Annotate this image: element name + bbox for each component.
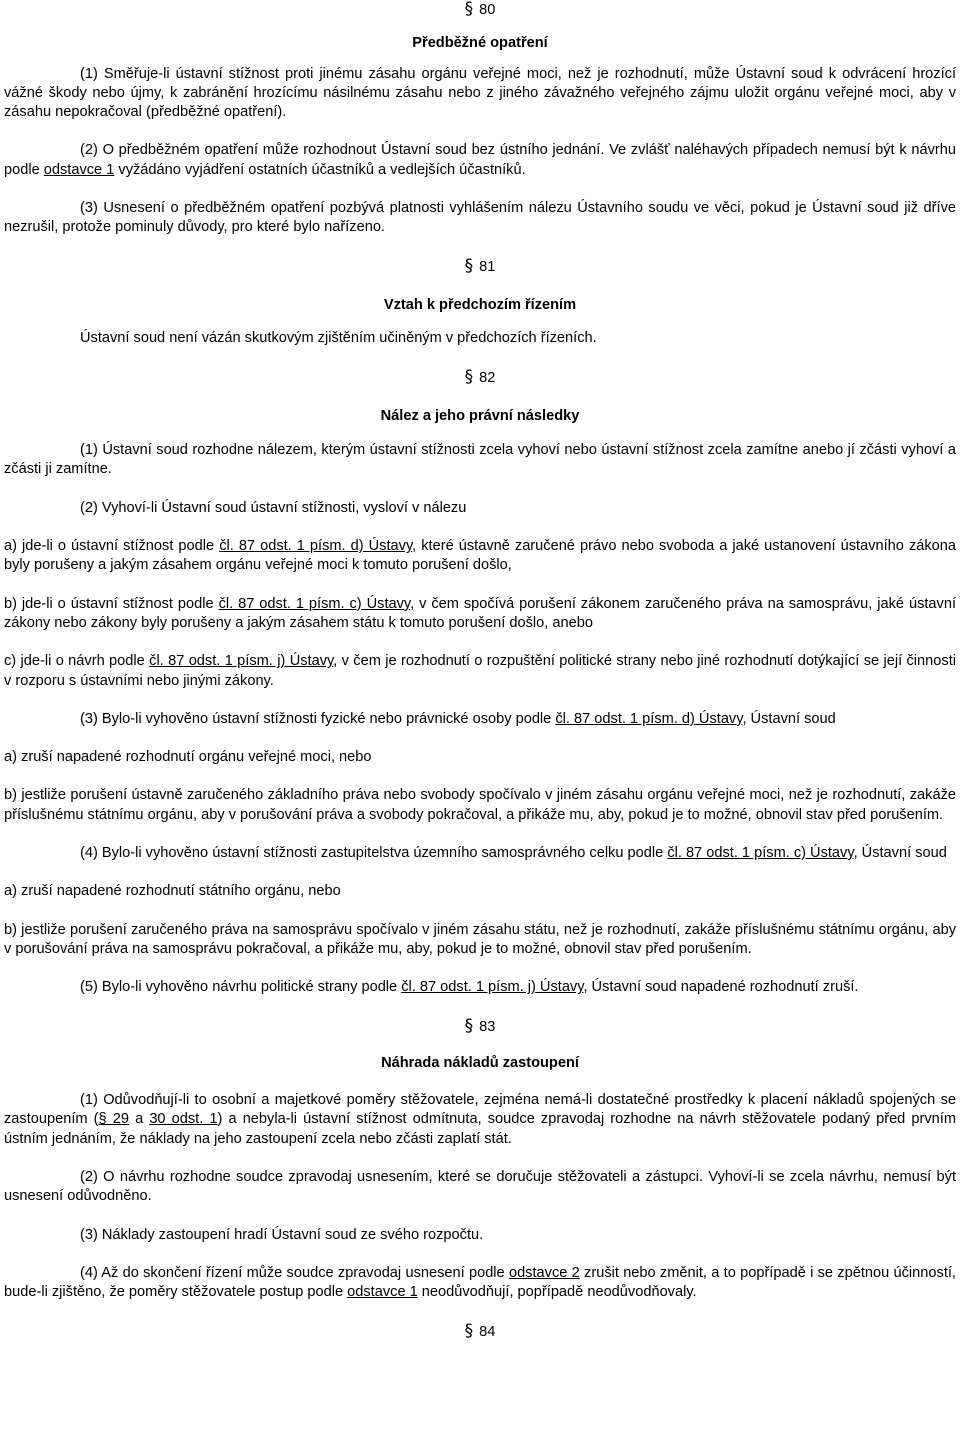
paragraph bbox=[4, 499, 956, 518]
section-number: 81 bbox=[479, 258, 496, 275]
paragraph-text: neodůvodňují, popřípadě neodůvodňovaly. bbox=[417, 1284, 697, 1301]
reference-link[interactable]: odstavce 1 bbox=[43, 161, 115, 178]
paragraph-text: , v čem spočívá porušení zákonem zaručeného práva na samosprávu, jaké ústavní zákony nebo zákony byly porušeny a jakým zásahem státu k tomuto porušení došlo, anebo bbox=[4, 595, 957, 631]
paragraph-text: b) jestliže porušení zaručeného práva na samosprávu spočívalo v jiném zásahu státu, než je rozhodnutí, zakáže příslušnému státnímu orgánu, aby v porušování práva na samosprávu pokračoval, a přikáže mu, aby, pokud je to možné, obnovil stav před porušením. bbox=[4, 921, 956, 957]
paragraph-text: (1) Odůvodňují-li to osobní a majetkové poměry stěžovatele, zejména nemá-li dostatečné prostředky k placení nákladů spojených se zastoupením ( bbox=[4, 1092, 956, 1128]
section-81 bbox=[4, 257, 956, 349]
reference-link[interactable]: čl. 87 odst. 1 písm. c) Ústavy bbox=[218, 595, 411, 612]
paragraph-sign-icon: § bbox=[464, 0, 474, 19]
paragraph-text: (1) Směřuje-li ústavní stížnost proti jinému zásahu orgánu veřejné moci, než je rozhodnutí, může Ústavní soud k odvrácení hrozící vážné škody nebo újmy, k zabránění hrozícímu násilnému zásahu nebo z jiného závažného veřejného zájmu uložit orgánu veřejné moci, aby v zásahu nepokračoval (předběžné opatření). bbox=[4, 65, 956, 121]
paragraph-text: a) jde-li o ústavní stížnost podle bbox=[4, 538, 220, 555]
section-title: Vztah k předchozím řízením bbox=[383, 296, 577, 313]
reference-link[interactable]: čl. 87 odst. 1 písm. d) Ústavy bbox=[555, 710, 743, 727]
paragraph-text: (3) Bylo-li vyhověno ústavní stížnosti fyzické nebo právnické osoby podle bbox=[80, 710, 556, 727]
section-title: Nález a jeho právní následky bbox=[380, 407, 580, 424]
paragraph-text: , v čem je rozhodnutí o rozpuštění politické strany nebo jiné rozhodnutí dotýkající se její činnosti v rozporu s ústavními nebo jinými zákony. bbox=[4, 653, 956, 689]
paragraph-sign-icon: § bbox=[464, 1321, 474, 1342]
section-number: 82 bbox=[479, 369, 496, 386]
section-83 bbox=[4, 1017, 956, 1303]
paragraph-text: a) zruší napadené rozhodnutí orgánu veřejné moci, nebo bbox=[4, 749, 372, 766]
section-heading bbox=[4, 1322, 956, 1342]
paragraph bbox=[4, 441, 956, 480]
paragraph-text: , Ústavní soud bbox=[853, 845, 947, 862]
law-document bbox=[4, 0, 956, 1343]
reference-link[interactable]: čl. 87 odst. 1 písm. c) Ústavy bbox=[667, 845, 854, 862]
paragraph bbox=[4, 1091, 956, 1149]
paragraph bbox=[4, 329, 956, 348]
section-number: 83 bbox=[479, 1018, 496, 1035]
section-heading bbox=[4, 257, 956, 277]
reference-link[interactable]: odstavce 2 bbox=[508, 1264, 580, 1281]
paragraph-text: zrušit nebo změnit, a to popřípadě i se zpětnou účinností, bude-li zjištěno, že poměry stěžovatele postup podle bbox=[4, 1264, 956, 1301]
paragraph-text: Ústavní soud není vázán skutkovým zjištěním učiněným v předchozích řízeních. bbox=[80, 330, 597, 347]
paragraph-text: (3) Usnesení o předběžném opatření pozbývá platnosti vyhlášením nálezu Ústavního soudu ve věci, pokud je Ústavní soud již dříve nezrušil, protože pominuly důvody, pro které bylo nařízeno. bbox=[4, 200, 956, 236]
paragraph-text: vyžádáno vyjádření ostatních účastníků a vedlejších účastníků. bbox=[114, 161, 526, 178]
section-heading bbox=[4, 0, 956, 20]
section-number: 84 bbox=[479, 1324, 496, 1341]
reference-link[interactable]: čl. 87 odst. 1 písm. j) Ústavy bbox=[149, 653, 334, 670]
paragraph bbox=[4, 141, 956, 180]
paragraph-text: (4) Bylo-li vyhověno ústavní stížnosti zastupitelstva územního samosprávného celku podle bbox=[80, 845, 668, 862]
paragraph bbox=[4, 652, 956, 691]
paragraph-text: , Ústavní soud napadené rozhodnutí zruší. bbox=[583, 979, 859, 996]
reference-link[interactable]: čl. 87 odst. 1 písm. d) Ústavy bbox=[219, 538, 413, 555]
paragraph bbox=[4, 65, 956, 123]
paragraph-text: (1) Ústavní soud rozhodne nálezem, kterým ústavní stížnosti zcela vyhoví nebo ústavní stížnost zcela zamítne anebo jí zčásti vyhoví a zčásti ji zamítne. bbox=[4, 442, 956, 478]
paragraph-text: , Ústavní soud bbox=[742, 710, 836, 727]
paragraph bbox=[4, 199, 956, 238]
paragraph-sign-icon: § bbox=[464, 255, 474, 276]
section-80 bbox=[4, 0, 956, 238]
paragraph-text: , které ústavně zaručené právo nebo svoboda a jaké ustanovení ústavního zákona byly porušeny a jakým zásahem orgánu veřejné moci k tomuto porušení došlo, bbox=[4, 538, 956, 574]
paragraph-text: b) jde-li o ústavní stížnost podle bbox=[4, 595, 219, 612]
paragraph-text: a) zruší napadené rozhodnutí státního orgánu, nebo bbox=[4, 883, 341, 900]
paragraph bbox=[4, 786, 956, 825]
paragraph-text: (2) O předběžném opatření může rozhodnout Ústavní soud bez ústního jednání. Ve zvlášť naléhavých případech nemusí být k návrhu podle bbox=[4, 142, 956, 178]
paragraph bbox=[4, 537, 956, 576]
paragraph-text: (2) O návrhu rozhodne soudce zpravodaj usnesením, které se doručuje stěžovateli a zástupci. Vyhoví-li se zcela návrhu, nemusí být usnesení odůvodněno. bbox=[4, 1168, 956, 1205]
paragraph bbox=[4, 882, 956, 901]
paragraph-sign-icon: § bbox=[464, 1015, 474, 1036]
paragraph bbox=[4, 1264, 956, 1303]
paragraph bbox=[4, 921, 956, 960]
paragraph-text: ) a nebyla-li ústavní stížnost odmítnuta, soudce zpravodaj rozhodne na návrh stěžovatele podaný před prvním ústním jednáním, že náklady na jeho zastoupení zcela nebo zčásti zaplatí stát. bbox=[4, 1111, 956, 1147]
reference-link[interactable]: § 29 bbox=[98, 1111, 129, 1128]
section-title: Náhrada nákladů zastoupení bbox=[381, 1054, 579, 1071]
section-82 bbox=[4, 368, 956, 998]
paragraph-text: a bbox=[128, 1111, 150, 1128]
reference-link[interactable]: odstavce 1 bbox=[347, 1284, 418, 1301]
paragraph bbox=[4, 978, 956, 997]
paragraph-text: (5) Bylo-li vyhověno návrhu politické strany podle bbox=[80, 979, 402, 996]
paragraph bbox=[4, 1168, 956, 1207]
paragraph-text: (2) Vyhoví-li Ústavní soud ústavní stížnosti, vysloví v nálezu bbox=[80, 499, 467, 516]
paragraph bbox=[4, 748, 956, 767]
paragraph-text: c) jde-li o návrh podle bbox=[4, 653, 150, 670]
paragraph-text: (3) Náklady zastoupení hradí Ústavní soud ze svého rozpočtu. bbox=[80, 1226, 484, 1243]
section-heading bbox=[4, 1017, 956, 1037]
reference-link[interactable]: 30 odst. 1 bbox=[149, 1111, 218, 1128]
paragraph bbox=[4, 595, 956, 634]
paragraph-sign-icon: § bbox=[464, 366, 474, 387]
reference-link[interactable]: čl. 87 odst. 1 písm. j) Ústavy bbox=[401, 979, 584, 996]
section-number: 80 bbox=[479, 2, 496, 18]
paragraph bbox=[4, 710, 956, 729]
paragraph-text: (4) Až do skončení řízení může soudce zpravodaj usnesení podle bbox=[80, 1264, 509, 1281]
paragraph bbox=[4, 844, 956, 863]
paragraph-text: b) jestliže porušení ústavně zaručeného základního práva nebo svobody spočívalo v jiném zásahu orgánu veřejné moci, než je rozhodnutí, zakáže příslušnému státnímu orgánu, aby v porušování práva a svobody pokračoval, a přikáže mu, aby, pokud je to možné, obnovil stav před porušením. bbox=[4, 787, 956, 823]
section-84 bbox=[4, 1322, 956, 1342]
section-heading bbox=[4, 368, 956, 388]
paragraph bbox=[4, 1226, 956, 1245]
section-title: Předběžné opatření bbox=[412, 35, 548, 52]
